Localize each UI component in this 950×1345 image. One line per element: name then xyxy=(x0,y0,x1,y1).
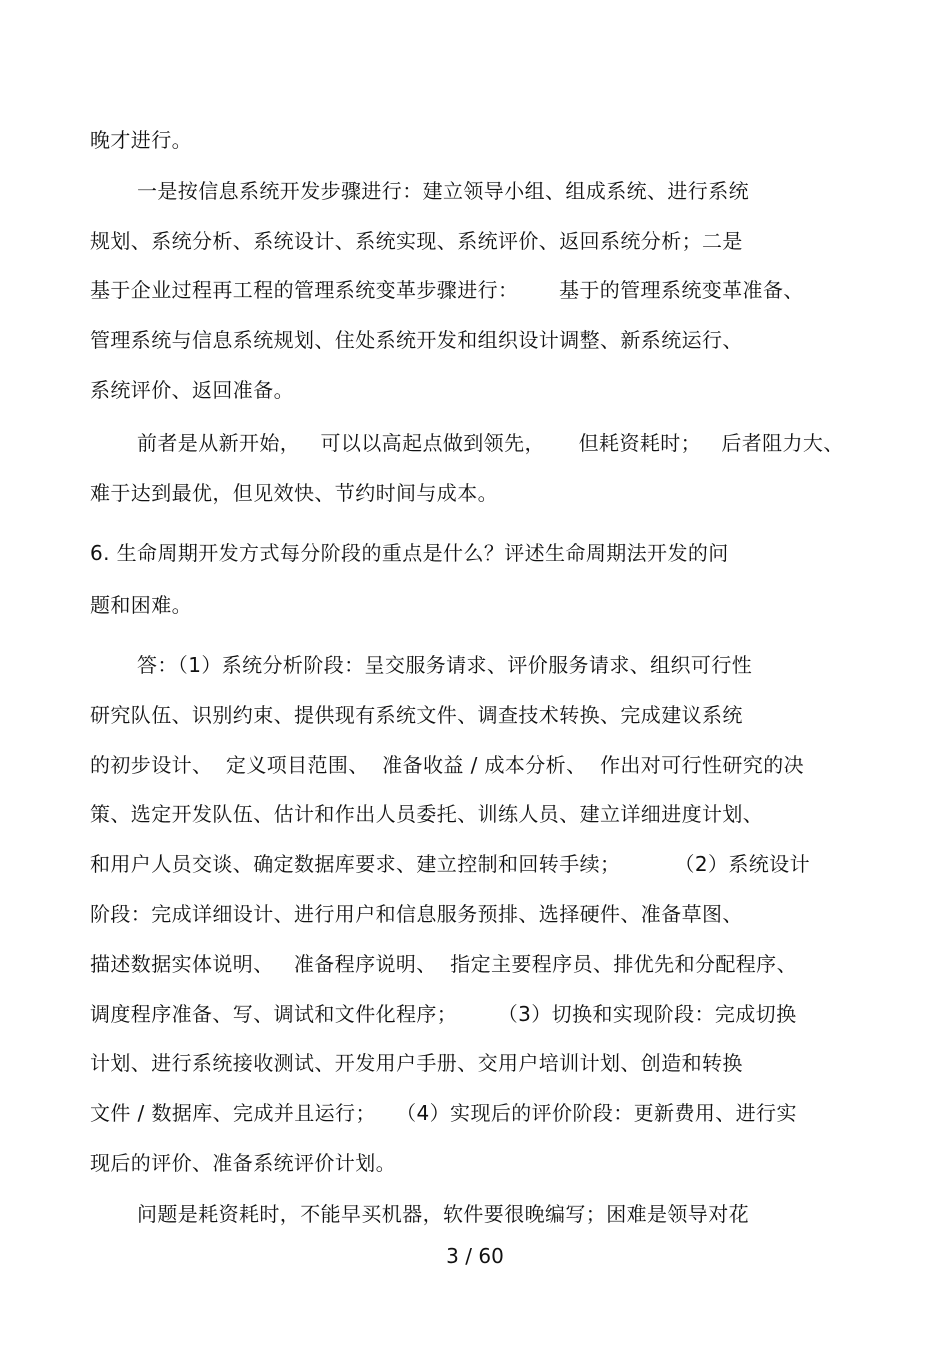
answer-start-line: 答：（1）系统分析阶段：呈交服务请求、评价服务请求、组织可行性 xyxy=(137,653,753,677)
text-line: 系统评价、返回准备。 xyxy=(90,378,294,402)
text-line: 研究队伍、识别约束、提供现有系统文件、调查技术转换、完成建议系统 xyxy=(90,703,743,727)
text-line: 现后的评价、准备系统评价计划。 xyxy=(90,1151,396,1175)
text-line: 计划、进行系统接收测试、开发用户手册、交用户培训计划、创造和转换 xyxy=(90,1051,743,1075)
text-line: 规划、系统分析、系统设计、系统实现、系统评价、返回系统分析；二是 xyxy=(90,229,743,253)
text-line: 和用户人员交谈、确定数据库要求、建立控制和回转手续； （2）系统设计 xyxy=(90,852,810,876)
text-line: 管理系统与信息系统规划、住处系统开发和组织设计调整、新系统运行、 xyxy=(90,328,743,352)
text-line: 的初步设计、 定义项目范围、 准备收益 / 成本分析、 作出对可行性研究的决 xyxy=(90,753,804,777)
question-heading-line: 题和困难。 xyxy=(90,593,192,617)
text-line: 晚才进行。 xyxy=(90,128,192,152)
text-line: 文件 / 数据库、完成并且运行； （4）实现后的评价阶段：更新费用、进行实 xyxy=(90,1101,797,1125)
question-heading-line: 6. 生命周期开发方式每分阶段的重点是什么？评述生命周期法开发的问 xyxy=(90,541,729,565)
text-line: 策、选定开发队伍、估计和作出人员委托、训练人员、建立详细进度计划、 xyxy=(90,802,764,826)
text-line: 调度程序准备、写、调试和文件化程序； （3）切换和实现阶段：完成切换 xyxy=(90,1002,797,1026)
page-number: 3 / 60 xyxy=(446,1244,504,1268)
paragraph-start-line: 一是按信息系统开发步骤进行：建立领导小组、组成系统、进行系统 xyxy=(137,179,749,203)
text-line: 难于达到最优，但见效快、节约时间与成本。 xyxy=(90,481,498,505)
paragraph-start-line: 问题是耗资耗时，不能早买机器，软件要很晚编写；困难是领导对花 xyxy=(137,1202,749,1226)
text-line: 基于企业过程再工程的管理系统变革步骤进行： 基于的管理系统变革准备、 xyxy=(90,278,804,302)
paragraph-start-line: 前者是从新开始， 可以以高起点做到领先， 但耗资耗时； 后者阻力大、 xyxy=(137,431,844,455)
text-line: 描述数据实体说明、 准备程序说明、 指定主要程序员、排优先和分配程序、 xyxy=(90,952,797,976)
text-line: 阶段：完成详细设计、进行用户和信息服务预排、选择硬件、准备草图、 xyxy=(90,902,743,926)
